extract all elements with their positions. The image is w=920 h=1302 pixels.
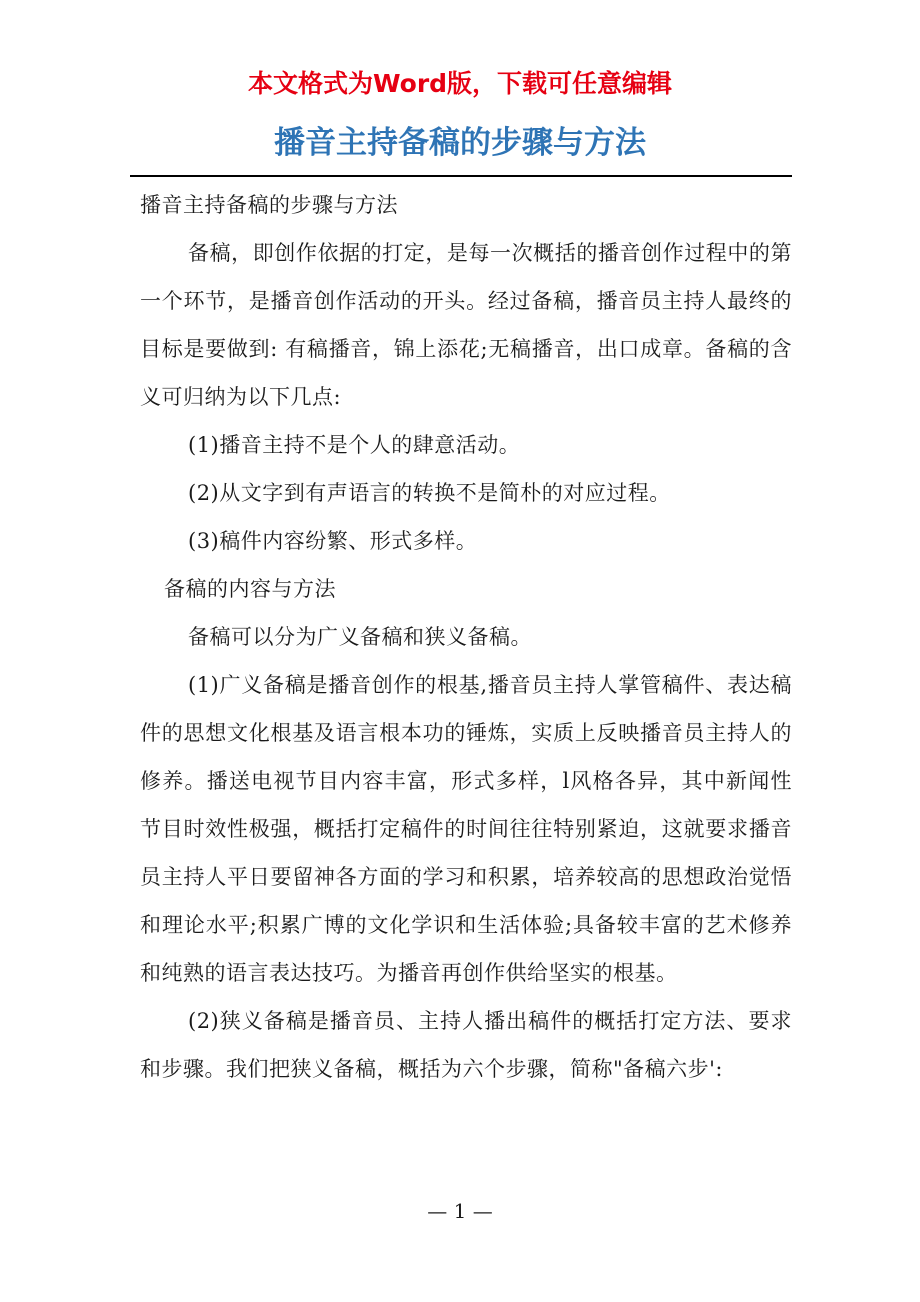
- page-number: — 1 —: [427, 1199, 493, 1223]
- body-paragraph: (1)广义备稿是播音创作的根基,播音员主持人掌管稿件、表达稿件的思想文化根基及语言根本功的锤炼，实质上反映播音员主持人的修养。播送电视节目内容丰富，形式多样，l风格各异，其中新闻性节目时效性极强，概括打定稿件的时间往往特别紧迫，这就要求播音员主持人平日要留神各方面的学习和积累，培养较高的思想政治觉悟和理论水平;积累广博的文化学识和生活体验;具备较丰富的艺术修养和纯熟的语言表达技巧。为播音再创作供给坚实的根基。: [140, 673, 792, 985]
- list-item: (2)从文字到有声语言的转换不是简朴的对应过程。: [188, 481, 671, 505]
- title-divider: [130, 175, 792, 177]
- body-paragraph: 备稿，即创作依据的打定，是每一次概括的播音创作过程中的第一个环节，是播音创作活动的开头。经过备稿，播音员主持人最终的目标是要做到: 有稿播音，锦上添花;无稿播音，出口成章。备稿的含义可归纳为以下几点:: [140, 241, 792, 409]
- body-paragraph: 备稿可以分为广义备稿和狭义备稿。: [188, 625, 532, 649]
- document-title: 播音主持备稿的步骤与方法: [274, 125, 646, 161]
- format-notice-banner: 本文格式为Word版，下载可任意编辑: [247, 69, 673, 98]
- list-item: (3)稿件内容纷繁、形式多样。: [188, 529, 478, 553]
- section-heading: 播音主持备稿的步骤与方法: [140, 193, 398, 217]
- document-body: [140, 181, 792, 1093]
- list-item: (1)播音主持不是个人的肆意活动。: [188, 433, 521, 457]
- body-paragraph: (2)狭义备稿是播音员、主持人播出稿件的概括打定方法、要求和步骤。我们把狭义备稿，概括为六个步骤，简称"备稿六步':: [140, 1009, 792, 1081]
- section-heading: 备稿的内容与方法: [164, 577, 336, 601]
